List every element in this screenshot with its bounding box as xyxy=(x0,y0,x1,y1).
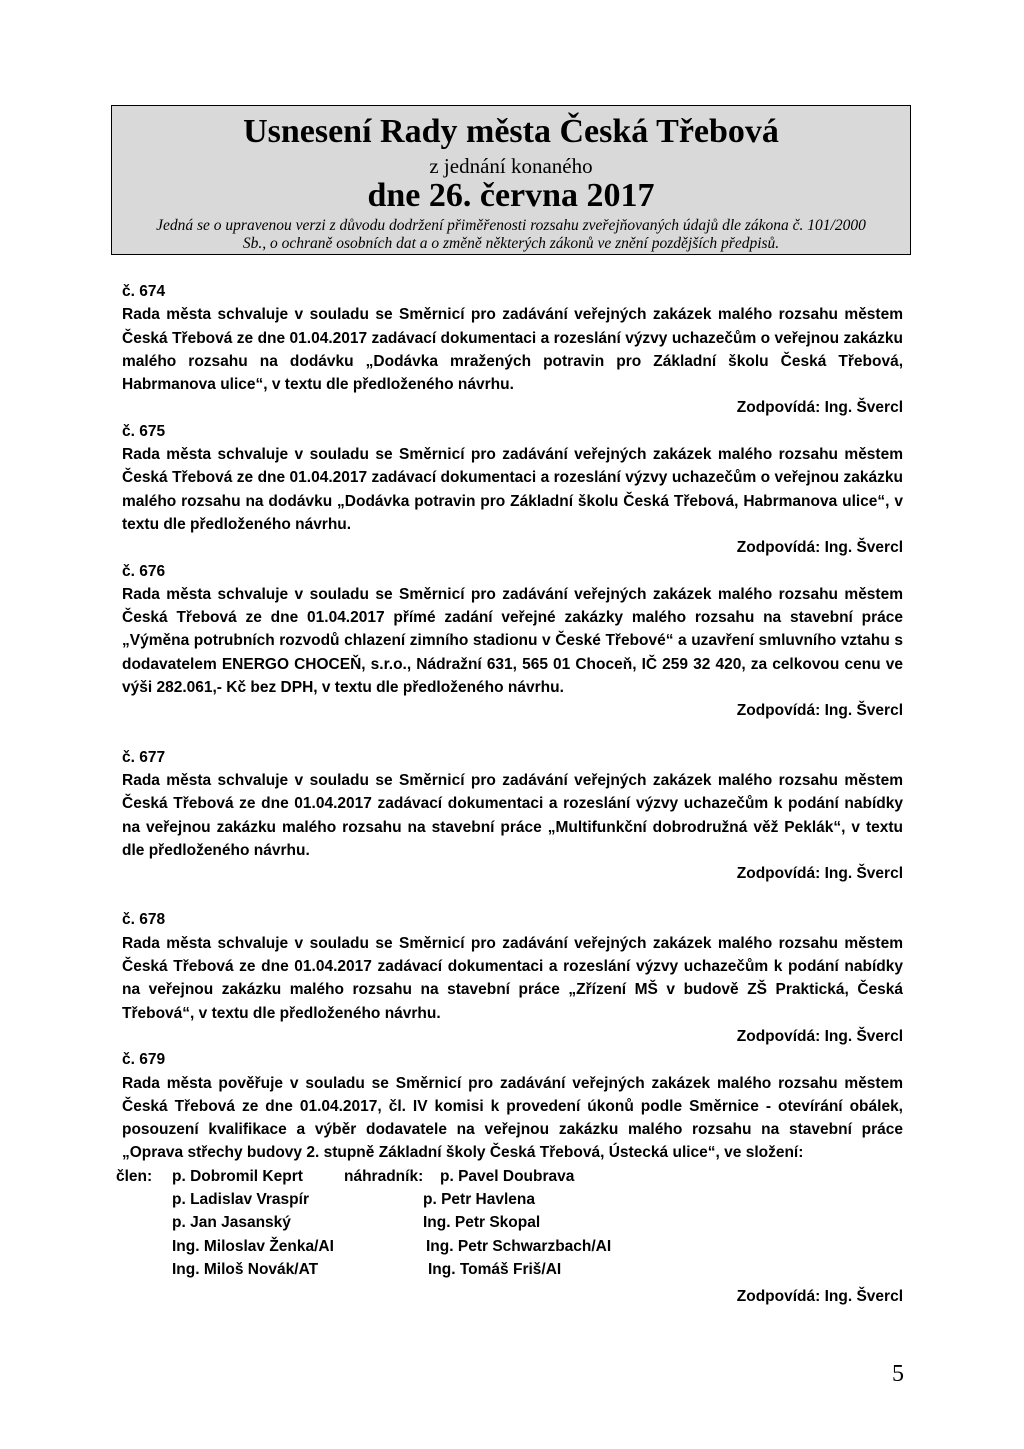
resolution-text: Rada města schvaluje v souladu se Směrnicí pro zadávání veřejných zakázek malého rozsahu městem Česká Třebová ze dne 01.04.2017 zadávací dokumentaci a rozeslání výzvy uchazečům o veřejnou zakázku malého rozsahu na dodávku „Dodávka mražených potravin pro Základní školu Česká Třebová, Habrmanova ulice“, v textu dle předloženého návrhu. xyxy=(122,306,903,394)
committee-row xyxy=(122,1211,903,1234)
resolution-675 xyxy=(122,420,903,560)
committee-row xyxy=(122,1235,903,1258)
resolution-678 xyxy=(122,908,903,1048)
resolution-number: č. 676 xyxy=(122,562,166,580)
substitute-label: náhradník: xyxy=(344,1167,424,1185)
document-header xyxy=(111,105,911,255)
page-number: 5 xyxy=(892,1361,904,1387)
member-label: člen: xyxy=(116,1167,153,1185)
spacer xyxy=(122,885,903,908)
resolution-responsible: Zodpovídá: Ing. Švercl xyxy=(736,539,903,557)
committee-substitute: Ing. Petr Schwarzbach/AI xyxy=(426,1237,612,1255)
resolution-responsible: Zodpovídá: Ing. Švercl xyxy=(736,702,903,720)
committee-member: p. Jan Jasanský xyxy=(172,1214,291,1232)
resolution-674 xyxy=(122,280,903,420)
resolution-676 xyxy=(122,560,903,723)
committee-row xyxy=(122,1258,903,1281)
resolution-text: Rada města pověřuje v souladu se Směrnicí pro zadávání veřejných zakázek malého rozsahu městem Česká Třebová ze dne 01.04.2017, čl. IV komisi k provedení úkonů podle Směrnice - otevírání obálek, posouzení kvalifikace a výběr dodavatele na veřejnou zakázku malého rozsahu na stavební práce „Oprava střechy budovy 2. stupně Základní školy Česká Třebová, Ústecká ulice“, ve složení: xyxy=(122,1074,903,1162)
resolution-text: Rada města schvaluje v souladu se Směrnicí pro zadávání veřejných zakázek malého rozsahu městem Česká Třebová ze dne 01.04.2017 přímé zadání veřejné zakázky malého rozsahu na stavební práce „Výměna potrubních rozvodů chlazení zimního stadionu v České Třebové“ a uzavření smluvního vztahu s dodavatelem ENERGO CHOCEŇ, s.r.o., Nádražní 631, 565 01 Choceň, IČ 259 32 420, za celkovou cenu ve výši 282.061,- Kč bez DPH, v textu dle předloženého návrhu. xyxy=(122,585,903,697)
resolution-number: č. 678 xyxy=(122,911,166,929)
resolution-text: Rada města schvaluje v souladu se Směrnicí pro zadávání veřejných zakázek malého rozsahu městem Česká Třebová ze dne 01.04.2017 zadávací dokumentaci a rozeslání výzvy uchazečům k podání nabídky na veřejnou zakázku malého rozsahu na stavební práce „Multifunkční dobrodružná věž Peklák“, v textu dle předloženého návrhu. xyxy=(122,771,903,859)
resolution-number: č. 679 xyxy=(122,1051,166,1069)
committee-substitute: p. Petr Havlena xyxy=(423,1190,535,1208)
document-subtitle: z jednání konaného xyxy=(429,154,593,178)
resolution-responsible: Zodpovídá: Ing. Švercl xyxy=(736,1027,903,1045)
resolutions-list xyxy=(116,280,903,1308)
resolution-responsible: Zodpovídá: Ing. Švercl xyxy=(736,865,903,883)
resolution-responsible: Zodpovídá: Ing. Švercl xyxy=(736,399,903,417)
document-title: Usnesení Rady města Česká Třebová xyxy=(243,113,779,150)
spacer xyxy=(122,723,903,746)
committee-substitute: Ing. Petr Skopal xyxy=(423,1214,541,1232)
committee-member: p. Ladislav Vraspír xyxy=(172,1190,309,1208)
committee-substitute: Ing. Tomáš Friš/AI xyxy=(428,1260,562,1278)
committee-member: Ing. Miloš Novák/AT xyxy=(172,1260,319,1278)
privacy-note: Jedná se o upravenou verzi z důvodu dodržení přiměřenosti rozsahu zveřejňovaných údajů dle zákona č. 101/2000 Sb., o ochraně osobních dat a o změně některých zákonů ve znění pozdějších předpisů. xyxy=(156,217,866,252)
resolution-text: Rada města schvaluje v souladu se Směrnicí pro zadávání veřejných zakázek malého rozsahu městem Česká Třebová ze dne 01.04.2017 zadávací dokumentaci a rozeslání výzvy uchazečům k podání nabídky na veřejnou zakázku malého rozsahu na stavební práce „Zřízení MŠ v budově ZŠ Praktická, Česká Třebová“, v textu dle předloženého návrhu. xyxy=(122,934,903,1022)
resolution-number: č. 677 xyxy=(122,748,166,766)
committee-member: Ing. Miloslav Ženka/AI xyxy=(172,1237,334,1255)
committee-row xyxy=(116,1165,903,1188)
resolution-responsible: Zodpovídá: Ing. Švercl xyxy=(736,1288,903,1306)
resolution-number: č. 675 xyxy=(122,422,166,440)
resolution-679 xyxy=(122,1048,903,1164)
meeting-date: dne 26. června 2017 xyxy=(367,177,655,214)
committee-composition xyxy=(116,1165,903,1281)
resolution-677 xyxy=(122,746,903,886)
resolution-text: Rada města schvaluje v souladu se Směrnicí pro zadávání veřejných zakázek malého rozsahu městem Česká Třebová ze dne 01.04.2017 zadávací dokumentaci a rozeslání výzvy uchazečům o veřejnou zakázku malého rozsahu na dodávku „Dodávka potravin pro Základní školu Česká Třebová, Habrmanova ulice“, v textu dle předloženého návrhu. xyxy=(122,446,903,533)
resolution-number: č. 674 xyxy=(122,283,166,300)
committee-member: p. Dobromil Keprt xyxy=(172,1167,303,1185)
committee-substitute: p. Pavel Doubrava xyxy=(440,1167,575,1185)
committee-row xyxy=(122,1188,903,1211)
